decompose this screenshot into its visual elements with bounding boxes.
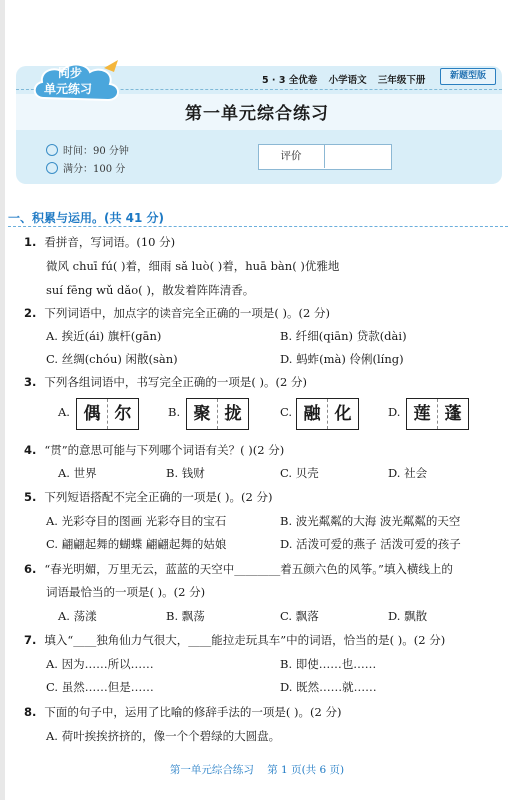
question-text: 填入“____独角仙力气很大，____能拉走玩具车”中的词语，恰当的是( )。(2 分) [44, 633, 446, 647]
q2-option-d: D. 蚂蚱(mà) 伶俐(líng) [280, 352, 404, 366]
question-number: 1. [24, 235, 37, 249]
question-2 [24, 305, 330, 321]
question-text: 下列词语中，加点字的读音完全正确的一项是( )。(2 分) [44, 306, 330, 320]
check-icon [46, 162, 58, 174]
question-text: 下面的句子中，运用了比喻的修辞手法的一项是( )。(2 分) [44, 705, 342, 719]
page-title: 第一单元综合练习 [185, 104, 329, 124]
q7-option-c: C. 虽然……但是…… [46, 680, 154, 694]
section-heading: 一、积累与运用。(共 41 分) [8, 211, 165, 225]
q7-option-d: D. 既然……就…… [280, 680, 377, 694]
q2-option-a: A. 挨近(ái) 旗杆(gān) [46, 329, 162, 343]
evaluation-label: 评价 [258, 144, 325, 168]
brand-label: 5 · 3 全优卷 [262, 75, 318, 86]
question-text: 下列短语搭配不完全正确的一项是( )。(2 分) [44, 490, 273, 504]
char-cell: 蓬 [437, 399, 468, 429]
question-3 [24, 374, 307, 390]
time-label: 时间：90 分钟 [63, 146, 129, 157]
question-text: “贯”的意思可能与下列哪个词语有关？( )(2 分) [44, 443, 285, 457]
q3-option-a-box [76, 398, 139, 430]
q7-option-a: A. 因为……所以…… [46, 657, 154, 671]
q4-option-a: A. 世界 [58, 466, 97, 480]
series-info [262, 72, 433, 86]
subject-label: 小学语文 [328, 75, 367, 86]
q3-option-c-label: C. [280, 405, 293, 419]
q4-option-b: B. 钱财 [166, 466, 205, 480]
question-7 [24, 632, 445, 648]
q8-option-a: A. 荷叶挨挨挤挤的，像一个个碧绿的大圆盘。 [46, 729, 281, 743]
q3-option-a-label: A. [58, 405, 70, 419]
score-label: 满分：100 分 [63, 164, 126, 175]
q6-line2: 词语最恰当的一项是( )。(2 分) [46, 585, 206, 599]
q2-option-b: B. 纤细(qiān) 贷款(dài) [280, 329, 407, 343]
question-8 [24, 704, 341, 720]
question-text: “春光明媚，万里无云，蓝蓝的天空中________着五颜六色的风筝。”填入横线上的 [44, 562, 453, 576]
question-number: 2. [24, 306, 37, 320]
q3-option-b-box [186, 398, 249, 430]
char-cell: 拢 [217, 399, 248, 429]
char-cell: 化 [327, 399, 358, 429]
q5-option-d: D. 活泼可爱的燕子 活泼可爱的孩子 [280, 537, 461, 551]
unit-badge [30, 58, 118, 104]
badge-line2: 单元练习 [44, 82, 93, 96]
char-cell: 偶 [83, 404, 101, 424]
char-cell: 聚 [193, 404, 211, 424]
q5-option-a: A. 光彩夺目的图画 光彩夺目的宝石 [46, 514, 227, 528]
q4-option-d: D. 社会 [388, 466, 428, 480]
section-divider [8, 226, 508, 227]
q4-option-c: C. 贝壳 [280, 466, 319, 480]
q5-option-b: B. 波光粼粼的大海 波光粼粼的天空 [280, 514, 461, 528]
q2-option-c: C. 丝绸(chóu) 闲散(sàn) [46, 352, 178, 366]
edition-tag: 新题型版 [440, 68, 496, 85]
char-cell: 融 [303, 404, 321, 424]
q3-option-b-label: B. [168, 405, 181, 419]
q3-option-c-box [296, 398, 359, 430]
q6-option-d: D. 飘散 [388, 609, 428, 623]
question-number: 8. [24, 705, 37, 719]
page-footer: 第一单元综合练习 第 1 页(共 6 页) [169, 764, 345, 776]
question-number: 6. [24, 562, 37, 576]
q5-option-c: C. 翩翩起舞的蝴蝶 翩翩起舞的姑娘 [46, 537, 227, 551]
question-text: 下列各组词语中，书写完全正确的一项是( )。(2 分) [44, 375, 307, 389]
q1-line1: 微风 chuī fú( )着，细雨 sǎ luò( )着，huā bàn( )优雅地 [46, 259, 340, 273]
q7-option-b: B. 即使……也…… [280, 657, 377, 671]
question-number: 7. [24, 633, 37, 647]
question-6 [24, 561, 453, 577]
score-row [46, 160, 125, 175]
q6-option-a: A. 荡漾 [58, 609, 97, 623]
time-row [46, 142, 129, 157]
question-number: 3. [24, 375, 37, 389]
question-number: 5. [24, 490, 37, 504]
char-cell: 莲 [413, 404, 431, 424]
clock-icon [46, 144, 58, 156]
question-text: 看拼音，写词语。(10 分) [44, 235, 176, 249]
question-number: 4. [24, 443, 37, 457]
q6-option-b: B. 飘荡 [166, 609, 205, 623]
grade-label: 三年级下册 [377, 75, 426, 86]
question-5 [24, 489, 272, 505]
q1-line2: suí fēng wǔ dǎo( )，散发着阵阵清香。 [46, 283, 255, 297]
char-cell: 尔 [107, 399, 138, 429]
badge-line1: 同步 [58, 66, 83, 80]
question-1 [24, 234, 175, 250]
q3-option-d-label: D. [388, 405, 401, 419]
question-4 [24, 442, 284, 458]
q6-option-c: C. 飘落 [280, 609, 319, 623]
q3-option-d-box [406, 398, 469, 430]
